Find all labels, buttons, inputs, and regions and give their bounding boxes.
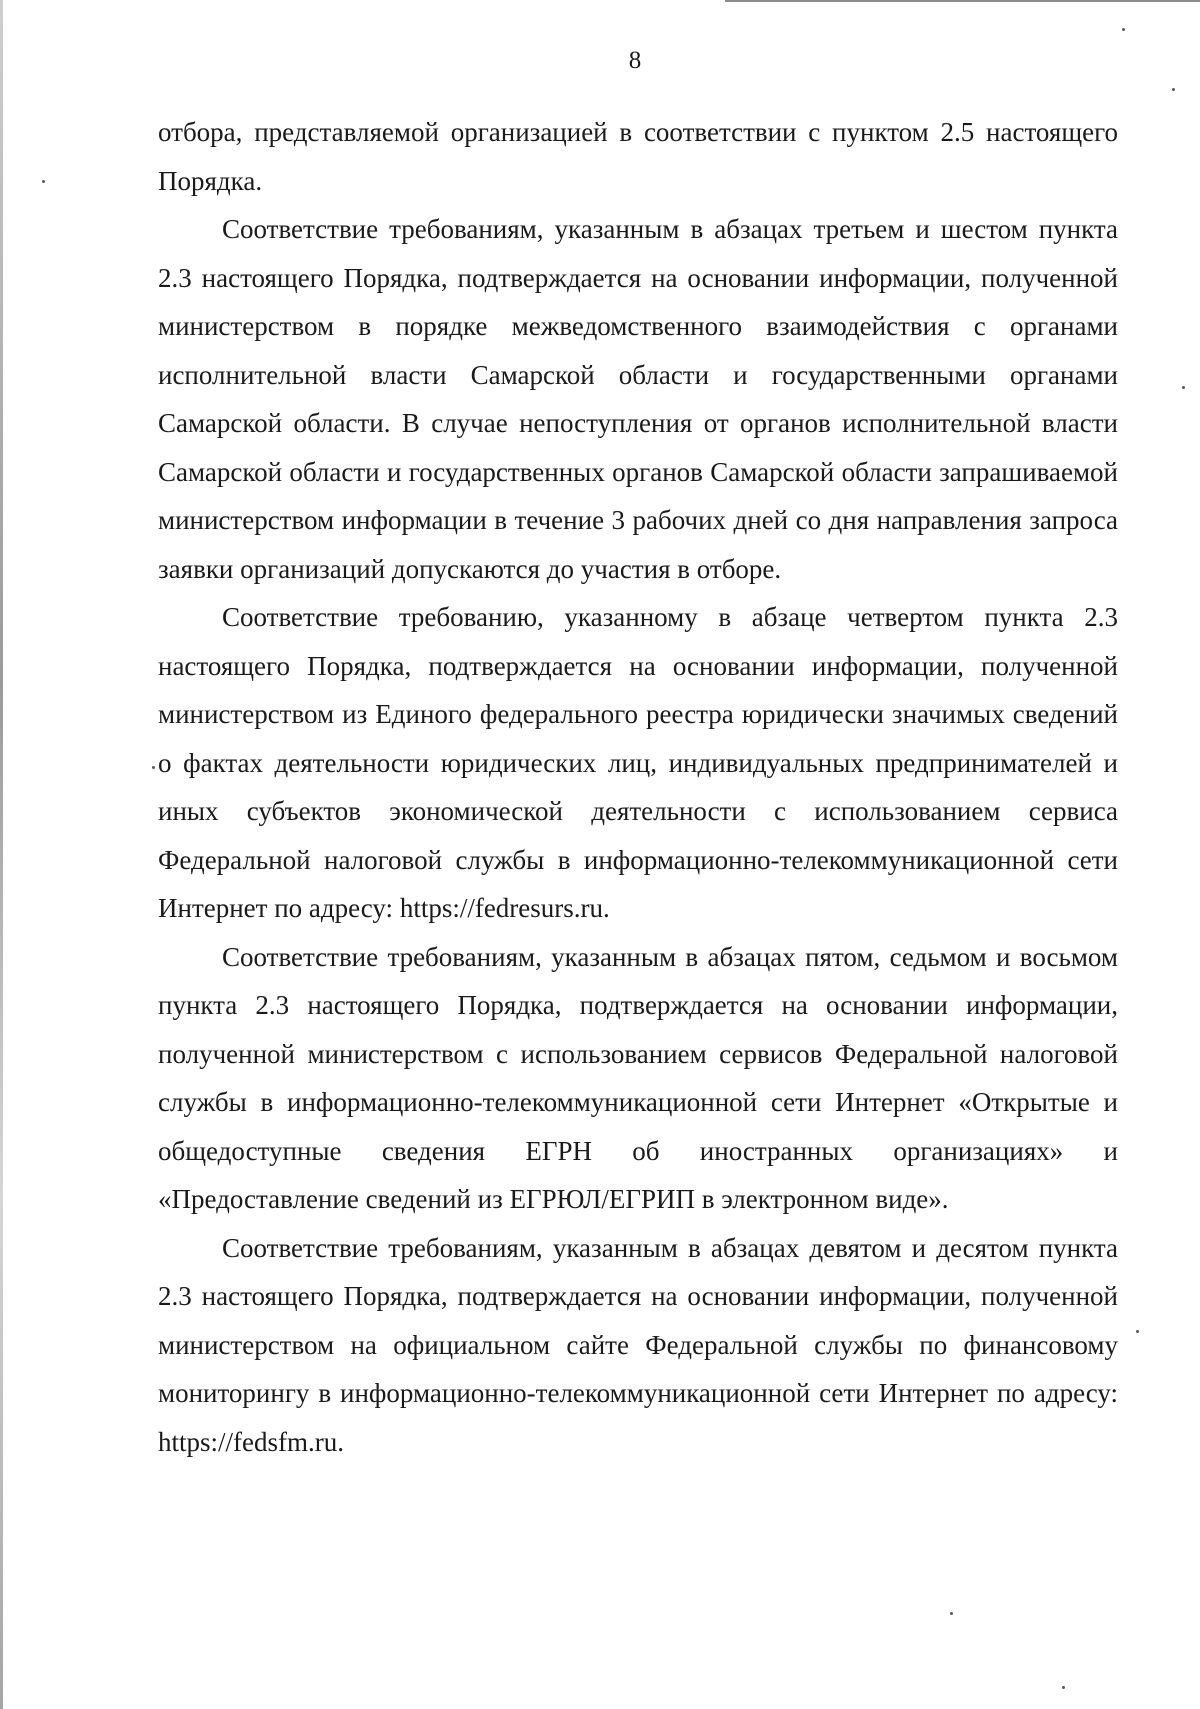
page-number: 8 [628, 47, 642, 74]
scan-speck [1172, 88, 1175, 91]
scan-speck [950, 1612, 953, 1615]
paragraph: Соответствие требованиям, указанным в абзацах пятом, седьмом и восьмом пункта 2.3 настоящего Порядка, подтверждается на основании информации, полученной министерством с использованием сервисов Федеральной налоговой службы в информационно-телекоммуникационной сети Интернет «Открытые и общедоступные сведения ЕГРН об иностранных организациях» и «Предоставление сведений из ЕГРЮЛ/ЕГРИП в электронном виде». [158, 941, 1118, 1214]
scan-speck [1062, 1686, 1065, 1689]
paragraph: Соответствие требованиям, указанным в абзацах девятом и десятом пункта 2.3 настоящего Порядка, подтверждается на основании информации, полученной министерством на официальном сайте Федеральной службы по финансовому мониторингу в информационно-телекоммуникационной сети Интернет по адресу: https://fedsfm.ru. [158, 1232, 1118, 1457]
scan-speck [1136, 1330, 1139, 1333]
scan-top-edge [725, 0, 1200, 2]
paragraph-continuation: отбора, представляемой организацией в соответствии с пунктом 2.5 настоящего Порядка. [158, 117, 1118, 196]
paragraph: Соответствие требованиям, указанным в абзацах третьем и шестом пункта 2.3 настоящего Порядка, подтверждается на основании информации, полученной министерством в порядке межведомственного взаимодействия с органами исполнительной власти Самарской области и государственными органами Самарской области. В случае непоступления от органов исполнительной власти Самарской области и государственных органов Самарской области запрашиваемой министерством информации в течение 3 рабочих дней со дня направления запроса заявки организаций допускаются до участия в отборе. [158, 214, 1118, 584]
document-body [158, 108, 1118, 1466]
scan-left-edge [0, 0, 3, 1709]
scan-speck [1122, 28, 1125, 31]
paragraph: Соответствие требованию, указанному в абзаце четвертом пункта 2.3 настоящего Порядка, подтверждается на основании информации, полученной министерством из Единого федерального реестра юридически значимых сведений о фактах деятельности юридических лиц, индивидуальных предпринимателей и иных субъектов экономической деятельности с использованием сервиса Федеральной налоговой службы в информационно-телекоммуникационной сети Интернет по адресу: https://fedresurs.ru. [158, 602, 1118, 923]
scan-speck [42, 180, 45, 183]
scan-speck [152, 766, 155, 769]
scan-speck [1182, 386, 1185, 389]
